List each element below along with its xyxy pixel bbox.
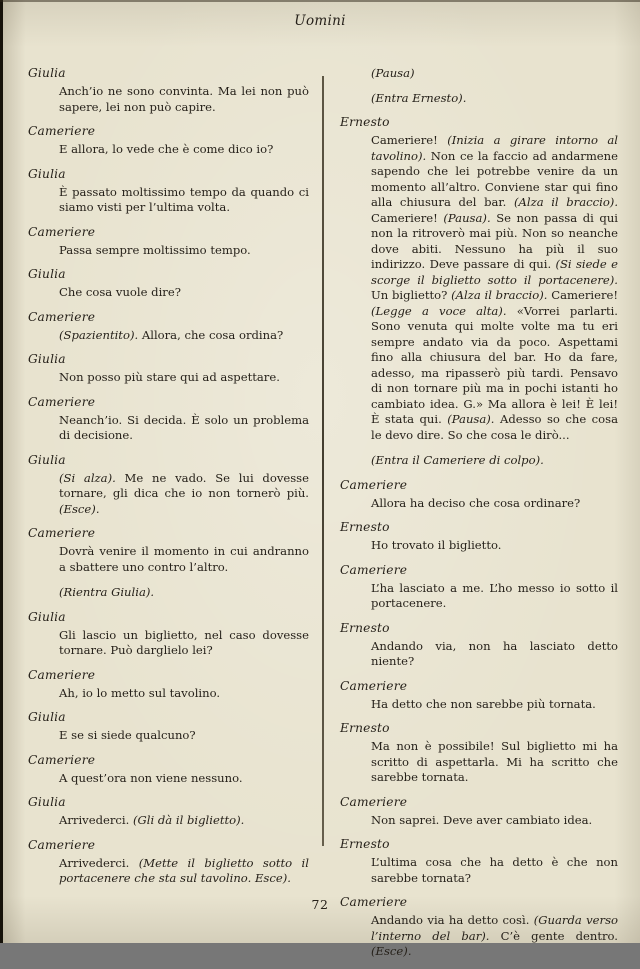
- dialogue-block: [28, 267, 309, 301]
- dialogue-block: [28, 710, 309, 744]
- speech-paragraph: L’ultima cosa che ha detto è che non sarebbe tornata?: [371, 855, 618, 885]
- stage-direction: (Pausa): [371, 66, 415, 80]
- speech-paragraph: Andando via ha detto così. (Guarda verso l’interno del bar). C’è gente dentro. (Esce).: [371, 913, 619, 958]
- speaker-name: Giulia: [28, 166, 66, 181]
- dialogue-block: [340, 795, 618, 829]
- dialogue-block: [28, 352, 309, 386]
- dialogue-block: [340, 621, 618, 670]
- speech-paragraph: Ma non è possibile! Sul biglietto mi ha scritto di aspettarla. Mi ha scritto che sarebbe tornata.: [371, 739, 618, 784]
- speaker-name: Giulia: [28, 452, 66, 467]
- dialogue-block: [340, 721, 618, 786]
- dialogue-block: [28, 838, 309, 887]
- dialogue-block: [28, 124, 309, 158]
- speech-paragraph: Ah, io lo metto sul tavolino.: [59, 685, 221, 700]
- speech-paragraph: Che cosa vuole dire?: [59, 285, 181, 299]
- speaker-name: Giulia: [28, 609, 66, 624]
- dialogue-block: [28, 668, 309, 702]
- dialogue-block: [28, 310, 309, 344]
- speaker-name: Ernesto: [340, 837, 390, 851]
- speaker-name: Cameriere: [340, 477, 408, 492]
- speech-paragraph: Allora ha deciso che cosa ordinare?: [371, 495, 581, 510]
- dialogue-block: [340, 520, 618, 554]
- speech-paragraph: E allora, lo vede che è come dico io?: [59, 142, 274, 156]
- running-header: Uomini: [294, 13, 346, 29]
- page-number: 72: [311, 897, 329, 912]
- speaker-name: Ernesto: [340, 115, 390, 129]
- stage-direction-block: [340, 91, 618, 107]
- speech-paragraph: (Si alza). Me ne vado. Se lui dovesse tornare, gli dica che io non tornerò più. (Esce).: [59, 470, 309, 516]
- dialogue-block: [28, 453, 309, 518]
- speech-paragraph: Non saprei. Deve aver cambiato idea.: [371, 812, 593, 827]
- speaker-name: Cameriere: [28, 224, 96, 239]
- speech-paragraph: Arrivederci. (Gli dà il biglietto).: [59, 813, 245, 827]
- speech-paragraph: L’ha lasciato a me. L’ho messo io sotto il portacenere.: [371, 580, 618, 610]
- dialogue-block: [28, 66, 309, 115]
- stage-direction: (Entra Ernesto).: [371, 90, 467, 105]
- dialogue-block: [340, 563, 618, 612]
- speaker-name: Cameriere: [28, 309, 96, 324]
- speech-paragraph: A quest’ora non viene nessuno.: [59, 770, 243, 785]
- left-column: [28, 66, 309, 969]
- speaker-name: Cameriere: [28, 667, 96, 682]
- speaker-name: Giulia: [28, 267, 66, 281]
- scan-left-edge: [0, 0, 3, 943]
- dialogue-block: [28, 395, 309, 444]
- speaker-name: Cameriere: [28, 752, 96, 767]
- speaker-name: Cameriere: [340, 794, 408, 809]
- right-column: [340, 66, 618, 969]
- speech-paragraph: Passa sempre moltissimo tempo.: [59, 242, 251, 257]
- speaker-name: Cameriere: [340, 678, 408, 693]
- dialogue-block: [340, 837, 618, 886]
- dialogue-block: [28, 795, 309, 829]
- speech-paragraph: Neanch’io. Si decida. È solo un problema di decisione.: [59, 412, 309, 442]
- speech-paragraph: (Rientra Giulia).: [59, 585, 155, 599]
- speech-paragraph: È passato moltissimo tempo da quando ci siamo visti per l’ultima volta.: [59, 184, 309, 214]
- speaker-name: Ernesto: [340, 620, 390, 635]
- speaker-name: Giulia: [28, 66, 66, 80]
- dialogue-block: [28, 526, 309, 601]
- dialogue-block: [340, 679, 618, 713]
- dialogue-block: [340, 478, 618, 512]
- speech-paragraph: E se si siede qualcuno?: [59, 728, 196, 742]
- scan-top-edge: [0, 0, 640, 2]
- speech-paragraph: Dovrà venire il momento in cui andranno a sbattere uno contro l’altro.: [59, 544, 309, 574]
- speaker-name: Cameriere: [340, 895, 408, 909]
- speaker-name: Cameriere: [340, 562, 408, 577]
- speaker-name: Ernesto: [340, 520, 390, 534]
- speaker-name: Cameriere: [28, 394, 96, 409]
- speech-paragraph: Ho trovato il biglietto.: [371, 538, 502, 552]
- stage-direction-block: [340, 66, 618, 82]
- speaker-name: Ernesto: [340, 721, 390, 735]
- speech-paragraph: Arrivederci. (Mette il biglietto sotto il portacenere che sta sul tavolino. Esce).: [59, 855, 309, 885]
- speaker-name: Cameriere: [28, 837, 96, 852]
- speech-paragraph: Non posso più stare qui ad aspettare.: [59, 370, 280, 384]
- speech-paragraph: Andando via, non ha lasciato detto niente?: [371, 638, 618, 668]
- speaker-name: Cameriere: [28, 526, 96, 540]
- speech-paragraph: Ha detto che non sarebbe più tornata.: [371, 696, 596, 711]
- dialogue-block: [28, 225, 309, 259]
- speech-paragraph: Anch’io ne sono convinta. Ma lei non può sapere, lei non può capire.: [59, 84, 309, 114]
- speech-paragraph: (Spazientito). Allora, che cosa ordina?: [59, 327, 284, 342]
- speaker-name: Giulia: [28, 795, 66, 809]
- speaker-name: Giulia: [28, 352, 66, 366]
- speech-paragraph: (Entra il Cameriere di colpo).: [371, 453, 544, 467]
- speaker-name: Cameriere: [28, 124, 96, 138]
- speaker-name: Giulia: [28, 710, 66, 724]
- dialogue-block: [340, 115, 618, 469]
- dialogue-block: [28, 610, 309, 659]
- speech-paragraph: Cameriere! (Inizia a girare intorno al tavolino). Non ce la faccio ad andarmene sapendo che lei potrebbe venire da un momento all’altro. Conviene star qui fino alla chiusura del bar. (Alza il braccio). Cameriere! (Pausa). Se non passa di qui non la ritroverò mai più. Non so neanche dove abiti. Nessuno ha più il suo indirizzo. Deve passare di qui. (Si siede e scorge il biglietto sotto il portacenere). Un biglietto? (Alza il braccio). Cameriere! (Legge a voce alta). «Vorrei parlarti. Sono venuta qui molte volte ma tu eri sempre andato via da poco. Aspettami fino alla chiusura del bar. Ho da fare, adesso, ma ripasserò più tardi. Pensavo di non tornare più ma in pochi istanti ho cambiato idea. G.» Ma allora è lei! È lei! È stata qui. (Pausa). Adesso so che cosa le devo dire. So che cosa le dirò...: [371, 133, 619, 442]
- dialogue-block: [28, 167, 309, 216]
- speech-paragraph: Gli lascio un biglietto, nel caso dovesse tornare. Può darglielo lei?: [59, 627, 309, 657]
- text-columns: [28, 66, 618, 969]
- dialogue-block: [28, 753, 309, 787]
